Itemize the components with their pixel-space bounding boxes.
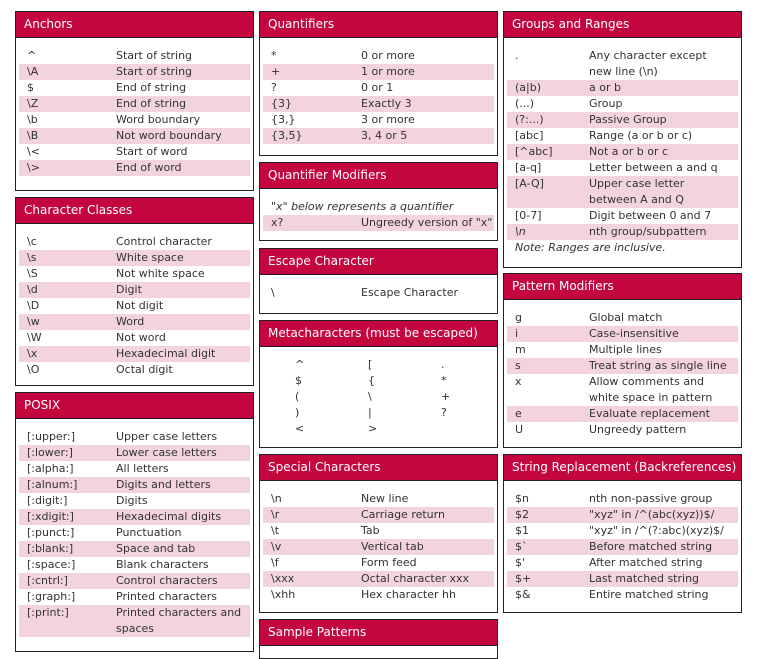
row-key: [:print:] bbox=[27, 606, 69, 619]
row-description: End of word bbox=[116, 161, 182, 174]
table-row bbox=[507, 555, 738, 571]
quantifiers-panel bbox=[259, 11, 498, 156]
groups-and-ranges-panel bbox=[503, 11, 742, 268]
row-description: Multiple lines bbox=[589, 343, 662, 356]
row-key: $+ bbox=[515, 572, 532, 585]
row-key: [:cntrl:] bbox=[27, 574, 68, 587]
table-row bbox=[263, 587, 494, 603]
row-description: Range (a or b or c) bbox=[589, 129, 693, 142]
table-row bbox=[263, 491, 494, 507]
row-key: \O bbox=[27, 363, 40, 376]
row-key: ? bbox=[271, 81, 277, 94]
row-description: Any character except new line (\n) bbox=[589, 49, 707, 78]
row-key: (...) bbox=[515, 97, 535, 110]
row-key: $1 bbox=[515, 524, 529, 537]
table-row bbox=[263, 507, 494, 523]
string-replacement-rows bbox=[504, 481, 741, 603]
row-key: \t bbox=[271, 524, 280, 537]
table-row bbox=[19, 525, 250, 541]
pattern-modifiers-rows bbox=[504, 300, 741, 438]
table-row bbox=[19, 461, 250, 477]
row-key: + bbox=[271, 65, 281, 78]
row-description: Escape Character bbox=[361, 286, 459, 299]
pattern-modifiers-panel bbox=[503, 273, 742, 448]
table-row bbox=[19, 282, 250, 298]
row-description: Digit between 0 and 7 bbox=[589, 209, 712, 222]
row-key: . bbox=[515, 49, 519, 62]
row-key: \s bbox=[27, 251, 37, 264]
table-row bbox=[263, 389, 494, 405]
row-description: nth group/subpattern bbox=[589, 225, 707, 238]
row-key: $' bbox=[515, 556, 526, 569]
metacharacter: { bbox=[368, 374, 375, 387]
table-row bbox=[263, 555, 494, 571]
posix-panel bbox=[15, 392, 254, 652]
table-row bbox=[507, 128, 738, 144]
row-description: Punctuation bbox=[116, 526, 182, 539]
row-key: i bbox=[515, 327, 519, 340]
metacharacter: ) bbox=[295, 406, 300, 419]
row-description: Not white space bbox=[116, 267, 205, 280]
row-description: Upper case letters bbox=[116, 430, 218, 443]
special-characters-panel bbox=[259, 454, 498, 613]
row-description: Entire matched string bbox=[589, 588, 709, 601]
row-key: \n bbox=[515, 225, 526, 238]
anchors-panel bbox=[15, 11, 254, 191]
posix-rows bbox=[16, 419, 253, 637]
table-row bbox=[263, 571, 494, 587]
table-row bbox=[507, 406, 738, 422]
row-key: $& bbox=[515, 588, 531, 601]
row-description: Ungreedy pattern bbox=[589, 423, 687, 436]
row-key: \A bbox=[27, 65, 39, 78]
row-key: \xxx bbox=[271, 572, 295, 585]
row-description: Control character bbox=[116, 235, 212, 248]
table-row bbox=[19, 64, 250, 80]
row-key: \< bbox=[27, 145, 40, 158]
row-key: [:alpha:] bbox=[27, 462, 74, 475]
table-row bbox=[263, 405, 494, 421]
row-key: {3} bbox=[271, 97, 292, 110]
row-description: "xyz" in /^(abc(xyz))$/ bbox=[589, 508, 715, 521]
row-key: \w bbox=[27, 315, 40, 328]
special-characters-rows bbox=[260, 481, 497, 603]
row-description: End of string bbox=[116, 97, 187, 110]
row-description: Not a or b or c bbox=[589, 145, 669, 158]
row-description: Case-insensitive bbox=[589, 327, 679, 340]
row-key: \xhh bbox=[271, 588, 296, 601]
metacharacter: | bbox=[368, 406, 372, 419]
row-description: Exactly 3 bbox=[361, 97, 412, 110]
row-description: New line bbox=[361, 492, 409, 505]
row-description: Start of string bbox=[116, 65, 193, 78]
table-row bbox=[507, 112, 738, 128]
row-description: Blank characters bbox=[116, 558, 209, 571]
row-description: Lower case letters bbox=[116, 446, 217, 459]
row-description: Passive Group bbox=[589, 113, 667, 126]
table-row bbox=[507, 326, 738, 342]
table-row bbox=[507, 374, 738, 406]
row-description: Evaluate replacement bbox=[589, 407, 710, 420]
row-key: \W bbox=[27, 331, 42, 344]
table-row bbox=[19, 445, 250, 461]
row-description: Digit bbox=[116, 283, 142, 296]
character-classes-panel bbox=[15, 197, 254, 386]
row-key: [^abc] bbox=[515, 145, 553, 158]
table-row bbox=[19, 541, 250, 557]
table-row bbox=[19, 573, 250, 589]
row-description: "xyz" in /^(?:abc)(xyz)$/ bbox=[589, 524, 724, 537]
row-description: Start of string bbox=[116, 49, 193, 62]
table-row bbox=[263, 96, 494, 112]
row-key: {3,} bbox=[271, 113, 296, 126]
quantifier-modifiers-header: Quantifier Modifiers bbox=[260, 163, 497, 189]
table-row bbox=[507, 48, 738, 80]
row-description: 3 or more bbox=[361, 113, 415, 126]
row-description: 1 or more bbox=[361, 65, 415, 78]
metacharacter: ? bbox=[441, 406, 447, 419]
escape-character-header: Escape Character bbox=[260, 249, 497, 275]
row-key: \n bbox=[271, 492, 282, 505]
posix-header: POSIX bbox=[16, 393, 253, 419]
table-row bbox=[507, 491, 738, 507]
table-row bbox=[19, 48, 250, 64]
metacharacter: ( bbox=[295, 390, 300, 403]
table-row bbox=[507, 160, 738, 176]
metacharacter: < bbox=[295, 422, 305, 435]
escape-character-panel bbox=[259, 248, 498, 314]
row-key: ^ bbox=[27, 49, 37, 62]
row-description: Start of word bbox=[116, 145, 188, 158]
table-row bbox=[507, 144, 738, 160]
table-row bbox=[19, 346, 250, 362]
row-key: [:digit:] bbox=[27, 494, 68, 507]
row-description: Not word bbox=[116, 331, 166, 344]
row-description: Not word boundary bbox=[116, 129, 222, 142]
row-key: [:lower:] bbox=[27, 446, 73, 459]
row-key: e bbox=[515, 407, 522, 420]
metacharacter: . bbox=[441, 358, 445, 371]
string-replacement-header: String Replacement (Backreferences) bbox=[504, 455, 741, 481]
row-description: Word boundary bbox=[116, 113, 201, 126]
table-row bbox=[19, 589, 250, 605]
metacharacter: $ bbox=[295, 374, 302, 387]
table-row bbox=[19, 298, 250, 314]
row-key: \D bbox=[27, 299, 40, 312]
pattern-modifiers-header: Pattern Modifiers bbox=[504, 274, 741, 300]
quantifiers-rows bbox=[260, 38, 497, 144]
row-key: U bbox=[515, 423, 524, 436]
row-key: $ bbox=[27, 81, 34, 94]
table-row bbox=[19, 509, 250, 525]
row-description: Not digit bbox=[116, 299, 164, 312]
row-description: Allow comments and white space in pattern bbox=[589, 375, 713, 404]
row-key: [:punct:] bbox=[27, 526, 75, 539]
row-key: $2 bbox=[515, 508, 529, 521]
row-key: (?:...) bbox=[515, 113, 544, 126]
sample-patterns-panel bbox=[259, 619, 498, 659]
row-key: * bbox=[271, 49, 277, 62]
row-key: \Z bbox=[27, 97, 39, 110]
table-row bbox=[507, 358, 738, 374]
table-row bbox=[19, 330, 250, 346]
character-classes-header: Character Classes bbox=[16, 198, 253, 224]
table-row bbox=[263, 539, 494, 555]
sample-patterns-rows bbox=[260, 646, 497, 656]
row-description: Printed characters bbox=[116, 590, 217, 603]
row-key: \f bbox=[271, 556, 279, 569]
anchors-rows bbox=[16, 38, 253, 176]
row-description: After matched string bbox=[589, 556, 703, 569]
metacharacter: [ bbox=[368, 358, 373, 371]
table-row bbox=[263, 357, 494, 373]
row-key: \d bbox=[27, 283, 38, 296]
row-description: Printed characters and spaces bbox=[116, 606, 242, 635]
table-row bbox=[263, 421, 494, 437]
table-row bbox=[507, 507, 738, 523]
row-description: Vertical tab bbox=[361, 540, 424, 553]
table-row bbox=[19, 250, 250, 266]
string-replacement-panel bbox=[503, 454, 742, 613]
table-row bbox=[19, 160, 250, 176]
table-row bbox=[263, 373, 494, 389]
row-key: x? bbox=[271, 216, 284, 229]
row-description: 0 or 1 bbox=[361, 81, 394, 94]
row-key: m bbox=[515, 343, 526, 356]
table-row bbox=[19, 605, 250, 637]
row-description: Word bbox=[116, 315, 145, 328]
table-row bbox=[507, 539, 738, 555]
table-row bbox=[19, 429, 250, 445]
row-description: Digits and letters bbox=[116, 478, 211, 491]
row-key: [:graph:] bbox=[27, 590, 76, 603]
groups-and-ranges-header: Groups and Ranges bbox=[504, 12, 741, 38]
sample-patterns-header: Sample Patterns bbox=[260, 620, 497, 646]
table-row bbox=[19, 128, 250, 144]
table-row bbox=[263, 523, 494, 539]
quantifier-modifiers-note: "x" below represents a quantifier bbox=[271, 200, 454, 213]
table-row bbox=[507, 96, 738, 112]
metacharacter: ^ bbox=[295, 358, 305, 371]
row-key: [A-Q] bbox=[515, 177, 544, 190]
row-description: Global match bbox=[589, 311, 663, 324]
row-description: Form feed bbox=[361, 556, 417, 569]
row-key: [:space:] bbox=[27, 558, 76, 571]
table-row bbox=[19, 96, 250, 112]
row-key: \v bbox=[271, 540, 282, 553]
row-key: s bbox=[515, 359, 521, 372]
row-key: \r bbox=[271, 508, 280, 521]
groups-and-ranges-note: Note: Ranges are inclusive. bbox=[515, 241, 666, 254]
row-description: Letter between a and q bbox=[589, 161, 718, 174]
table-row bbox=[263, 128, 494, 144]
row-description: Last matched string bbox=[589, 572, 700, 585]
row-description: a or b bbox=[589, 81, 621, 94]
escape-character-rows bbox=[260, 275, 497, 301]
table-row bbox=[507, 523, 738, 539]
row-description: White space bbox=[116, 251, 184, 264]
table-row bbox=[263, 80, 494, 96]
row-key: \B bbox=[27, 129, 39, 142]
row-key: \> bbox=[27, 161, 40, 174]
groups-and-ranges-rows bbox=[504, 38, 741, 256]
metacharacters-panel bbox=[259, 320, 498, 448]
table-row bbox=[19, 266, 250, 282]
row-description: Carriage return bbox=[361, 508, 445, 521]
row-description: 3, 4 or 5 bbox=[361, 129, 408, 142]
row-key: \S bbox=[27, 267, 38, 280]
table-row bbox=[507, 587, 738, 603]
row-description: Before matched string bbox=[589, 540, 713, 553]
row-description: All letters bbox=[116, 462, 169, 475]
table-row bbox=[507, 80, 738, 96]
row-key: [:xdigit:] bbox=[27, 510, 74, 523]
table-row bbox=[263, 112, 494, 128]
table-row bbox=[263, 48, 494, 64]
table-row bbox=[507, 571, 738, 587]
table-row bbox=[507, 342, 738, 358]
metacharacter: * bbox=[441, 374, 447, 387]
row-key: [abc] bbox=[515, 129, 544, 142]
quantifiers-header: Quantifiers bbox=[260, 12, 497, 38]
row-key: x bbox=[515, 375, 522, 388]
table-row bbox=[19, 493, 250, 509]
row-key: \c bbox=[27, 235, 37, 248]
row-key: [:upper:] bbox=[27, 430, 76, 443]
row-key: $n bbox=[515, 492, 529, 505]
metacharacter: \ bbox=[368, 390, 372, 403]
row-description: Hexadecimal digit bbox=[116, 347, 216, 360]
metacharacters-rows bbox=[260, 347, 497, 437]
table-row bbox=[263, 64, 494, 80]
special-characters-header: Special Characters bbox=[260, 455, 497, 481]
table-row bbox=[19, 557, 250, 573]
metacharacter: > bbox=[368, 422, 378, 435]
row-description: Control characters bbox=[116, 574, 218, 587]
anchors-header: Anchors bbox=[16, 12, 253, 38]
metacharacter bbox=[441, 421, 498, 437]
table-row bbox=[507, 422, 738, 438]
row-key: \b bbox=[27, 113, 38, 126]
table-row bbox=[507, 208, 738, 224]
row-description: Ungreedy version of "x" bbox=[361, 216, 493, 229]
row-description: End of string bbox=[116, 81, 187, 94]
table-row bbox=[19, 314, 250, 330]
table-row bbox=[507, 176, 738, 208]
table-row bbox=[19, 112, 250, 128]
quantifier-modifiers-panel bbox=[259, 162, 498, 241]
table-row bbox=[19, 80, 250, 96]
table-row bbox=[263, 215, 494, 231]
row-key: \x bbox=[27, 347, 38, 360]
row-description: Hexadecimal digits bbox=[116, 510, 222, 523]
row-description: Group bbox=[589, 97, 623, 110]
metacharacters-header: Metacharacters (must be escaped) bbox=[260, 321, 497, 347]
quantifier-modifiers-rows bbox=[260, 189, 497, 231]
row-key: [0-7] bbox=[515, 209, 542, 222]
row-key: {3,5} bbox=[271, 129, 303, 142]
row-description: Digits bbox=[116, 494, 148, 507]
row-key: [:alnum:] bbox=[27, 478, 78, 491]
table-row bbox=[19, 234, 250, 250]
row-description: Octal digit bbox=[116, 363, 173, 376]
row-description: Space and tab bbox=[116, 542, 196, 555]
row-description: Octal character xxx bbox=[361, 572, 470, 585]
table-row bbox=[507, 224, 738, 240]
row-key: \ bbox=[271, 286, 275, 299]
table-row bbox=[507, 310, 738, 326]
metacharacter: + bbox=[441, 390, 451, 403]
row-description: Hex character hh bbox=[361, 588, 456, 601]
table-row bbox=[19, 362, 250, 378]
row-description: Treat string as single line bbox=[589, 359, 727, 372]
row-key: [a-q] bbox=[515, 161, 542, 174]
row-description: Upper case letter between A and Q bbox=[589, 177, 685, 206]
table-row bbox=[263, 285, 494, 301]
row-key: [:blank:] bbox=[27, 542, 74, 555]
row-description: Tab bbox=[361, 524, 380, 537]
row-key: (a|b) bbox=[515, 81, 542, 94]
row-description: nth non-passive group bbox=[589, 492, 713, 505]
row-description: 0 or more bbox=[361, 49, 415, 62]
row-key: g bbox=[515, 311, 522, 324]
table-row bbox=[19, 144, 250, 160]
row-key: $` bbox=[515, 540, 528, 553]
character-classes-rows bbox=[16, 224, 253, 378]
table-row bbox=[19, 477, 250, 493]
